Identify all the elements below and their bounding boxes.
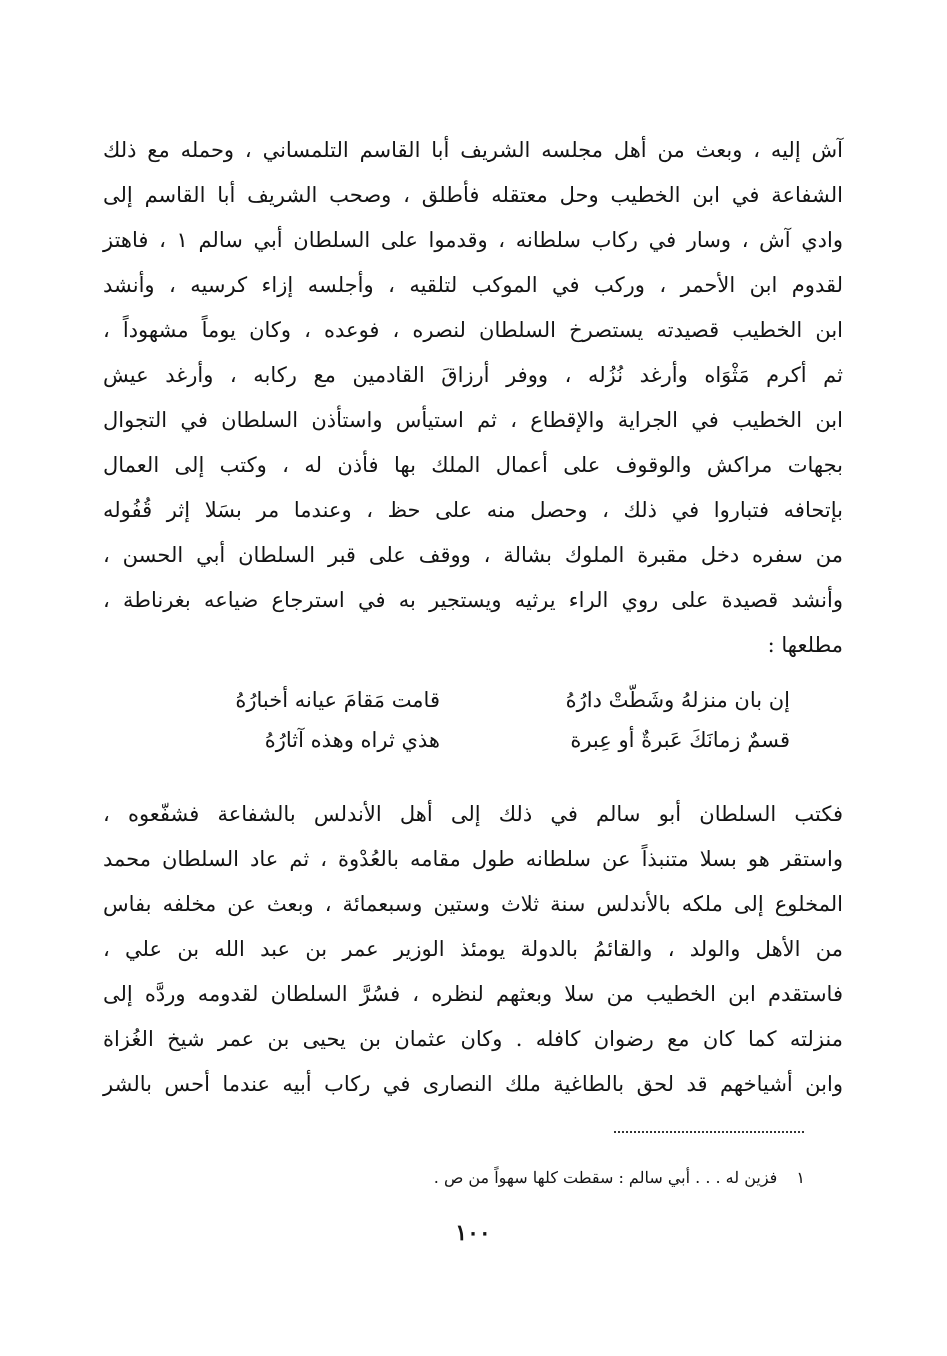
page-number: ١٠٠ <box>455 1220 491 1246</box>
text-line: ابن الخطيب قصيدته يستصرخ السلطان لنصره ، فوعده ، وكان يوماً مشهوداً ، <box>103 318 843 342</box>
text-line: فاستقدم ابن الخطيب من سلا وبعثهم لنظره ، فسُرَّ السلطان لقدومه وردَّه إلى <box>103 982 843 1006</box>
text-line: ثم أكرم مَثْوَاه وأرغد نُزُله ، ووفر أرزاقَ القادمين مع ركابه ، وأرغد عيش <box>103 363 843 387</box>
poem-verses <box>150 680 790 760</box>
text-line: الشفاعة في ابن الخطيب وحل معتقله فأطلق ، وصحب الشريف أبا القاسم إلى <box>103 183 843 207</box>
text-line: آش إليه ، وبعث من أهل مجلسه الشريف أبا القاسم التلمساني ، وحمله مع ذلك <box>103 138 843 162</box>
text-line: لقدوم ابن الأحمر ، وركب في الموكب لتلقيه ، وأجلسه إزاء كرسيه ، وأنشد <box>103 273 843 297</box>
text-line: من الأهل والولد ، والقائمُ بالدولة يومئذ الوزير عمر بن عبد الله بن علي ، <box>103 937 843 961</box>
poem-verse <box>150 680 790 720</box>
footnote-number: ١ <box>796 1168 805 1187</box>
text-line: وأنشد قصيدة على روي الراء يرثيه ويستجير به في استرجاع ضياعه بغرناطة ، <box>103 588 843 612</box>
verse-first-hemistich: إن بان منزلهُ وشَطّتْ دارُهُ <box>565 688 790 712</box>
verse-first-hemistich: قسمٌ زمانَكَ عَبرةٌ أو عِبرة <box>570 728 790 752</box>
verse-second-hemistich: هذي ثراه وهذه آثارُهُ <box>264 728 440 752</box>
text-line: من سفره دخل مقبرة الملوك بشالة ، ووقف على قبر السلطان أبي الحسن ، <box>103 543 843 567</box>
footnote-divider <box>614 1131 804 1133</box>
main-paragraph-1 <box>103 128 843 668</box>
text-line: بجهات مراكش والوقوف على أعمال الملك بها فأذن له ، وكتب إلى العمال <box>103 453 843 477</box>
text-line: منزلته كما كان مع رضوان كافله . وكان عثمان بن يحيى بن عمر شيخ الغُزاة <box>103 1027 843 1051</box>
text-line: ابن الخطيب في الجراية والإقطاع ، ثم استيأس واستأذن السلطان في التجوال <box>103 408 843 432</box>
text-line: مطلعها : <box>767 633 843 657</box>
footnote-text: فزين له . . . أبي سالم : سقطت كلها سهواً من ص . <box>433 1168 778 1187</box>
text-line: المخلوع إلى ملكه بالأندلس سنة ثلاث وستين وسبعمائة ، وبعث عن مخلفه بفاس <box>103 892 843 916</box>
text-line: واستقر هو بسلا متنبذاً عن سلطانه طول مقامه بالعُدْوة ، ثم عاد السلطان محمد <box>103 847 843 871</box>
text-line: فكتب السلطان أبو سالم في ذلك إلى أهل الأندلس بالشفاعة فشفّعوه ، <box>103 802 843 826</box>
text-line: وابن أشياخهم قد لحق بالطاغية ملك النصارى في ركاب أبيه عندما أحس بالشر <box>103 1072 843 1096</box>
footnote <box>300 1164 805 1192</box>
main-paragraph-2 <box>103 792 843 1107</box>
text-line: بإتحافه فتباروا في ذلك ، وحصل منه على حظ ، وعندما مر بسَلا إثر قُفُوله <box>103 498 843 522</box>
poem-verse <box>150 720 790 760</box>
text-line: وادي آش ، وسار في ركاب سلطانه ، وقدموا على السلطان أبي سالم ١ ، فاهتز <box>103 228 843 252</box>
verse-second-hemistich: قامت مَقامَ عيانه أخبارُهُ <box>235 688 440 712</box>
